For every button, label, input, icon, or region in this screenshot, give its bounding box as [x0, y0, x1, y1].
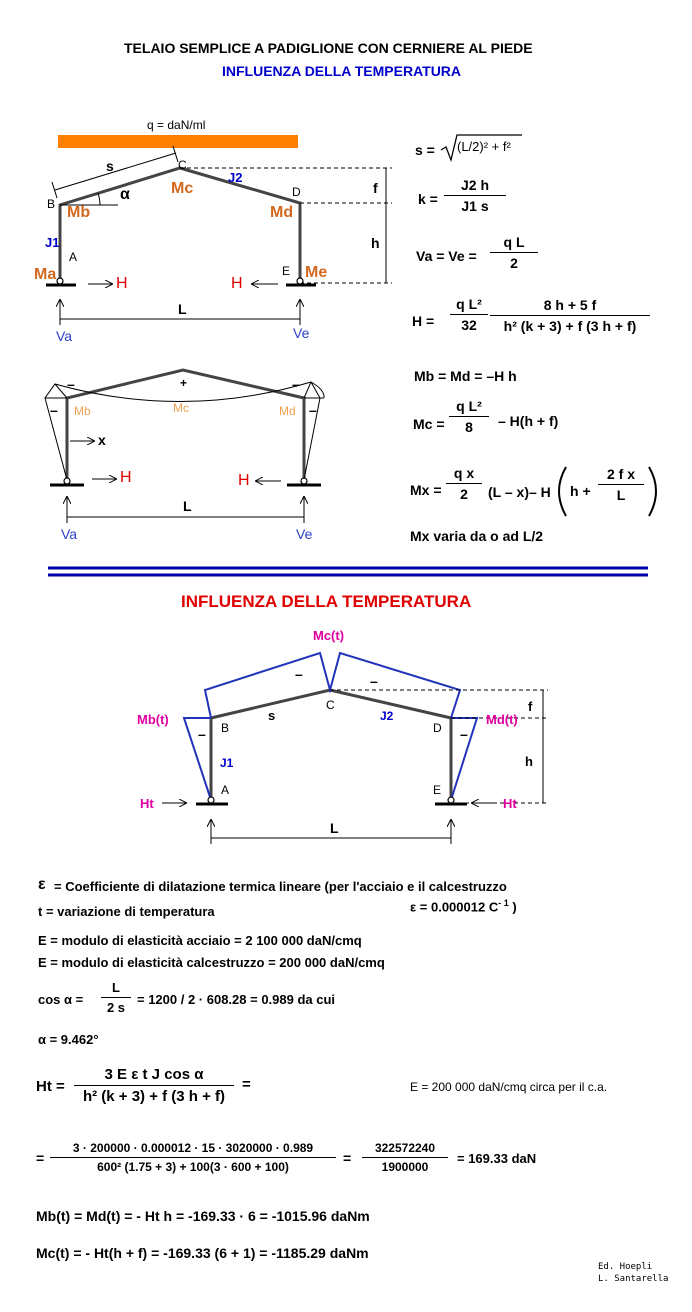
formula-s-radicand: (L/2)² + f²	[457, 139, 511, 154]
footer-author: L. Santarella	[598, 1274, 669, 1284]
sign-minus-top-2: –	[370, 673, 378, 689]
formula-h-fraction-1	[450, 296, 488, 333]
formula-mx-h: h +	[570, 483, 591, 499]
numeric-den2: 1900000	[381, 1160, 429, 1174]
temperature-diagram	[162, 653, 548, 844]
sign-plus: +	[180, 376, 188, 390]
label-j1-2: J1	[220, 756, 234, 770]
label-h-left-2: H	[120, 469, 132, 486]
label-me: Me	[305, 264, 328, 281]
formula-mx-den1: 2	[460, 486, 468, 502]
formula-mx-fraction-2	[598, 466, 644, 503]
label-s: s	[106, 158, 114, 174]
page-subtitle: INFLUENZA DELLA TEMPERATURA	[222, 63, 462, 79]
label-ve: Ve	[293, 325, 310, 341]
numeric-equals: =	[36, 1150, 45, 1166]
formula-mx-num1: q x	[446, 465, 482, 484]
label-h-right-2: H	[238, 472, 250, 489]
label-j2-2: J2	[380, 709, 394, 723]
label-mbt: Mb(t)	[137, 712, 169, 727]
formula-h-num2: 8 h + 5 f	[490, 297, 650, 316]
frame-diagram-1	[46, 135, 392, 325]
ht-lhs: Ht =	[36, 1078, 65, 1095]
numeric-den: 600² (1.75 + 3) + 100(3 · 600 + 100)	[97, 1160, 289, 1174]
formula-h-fraction-2	[490, 297, 650, 334]
load-label: q = daN/ml	[147, 118, 206, 132]
formula-mc-lhs: Mc =	[413, 416, 445, 432]
label-ve-2: Ve	[296, 526, 313, 542]
label-va-2: Va	[61, 526, 78, 542]
sign-minus-top-left: –	[67, 376, 75, 392]
formula-va-fraction	[490, 234, 538, 271]
mx-close-paren	[649, 467, 656, 516]
label-md: Md	[270, 204, 294, 221]
label-mct: Mc(t)	[313, 628, 345, 643]
formula-va-den: 2	[510, 255, 518, 271]
alpha-value: α = 9.462°	[38, 1032, 99, 1047]
mx-open-paren	[559, 467, 566, 516]
node-d-2: D	[433, 721, 442, 735]
page-title: TELAIO SEMPLICE A PADIGLIONE CON CERNIERE AL PIEDE	[124, 40, 533, 56]
ht-note: E = 200 000 daN/cmq circa per il c.a.	[410, 1080, 608, 1094]
formula-mx-den2: L	[616, 487, 626, 503]
formula-mc-num: q L²	[449, 398, 489, 417]
epsilon-value-exp: - 1	[498, 898, 509, 908]
ht-den: h² (k + 3) + f (3 h + f)	[82, 1088, 226, 1105]
e-steel: E = modulo di elasticità acciaio = 2 100 000 daN/cmq	[38, 933, 362, 948]
cos-lhs: cos α =	[38, 992, 84, 1007]
numeric-fraction-1	[50, 1141, 336, 1174]
numeric-result: = 169.33 daN	[457, 1151, 537, 1166]
cos-rest: = 1200 / 2 · 608.28 = 0.989 da cui	[137, 992, 336, 1007]
formula-k-lhs: k =	[418, 191, 438, 207]
formula-va-lhs: Va = Ve =	[416, 248, 477, 264]
formula-mc-fraction	[449, 398, 489, 435]
formula-k-num: J2 h	[444, 177, 506, 196]
epsilon-definition: = Coefficiente di dilatazione termica lineare (per l'acciaio e il calcestruzzo	[54, 879, 507, 894]
label-ht-right: Ht	[503, 796, 517, 811]
label-mc-2: Mc	[173, 401, 189, 415]
label-j2: J2	[228, 170, 243, 185]
node-a: A	[69, 250, 78, 264]
label-mc: Mc	[171, 180, 194, 197]
node-a-2: A	[221, 783, 230, 797]
label-x: x	[98, 432, 106, 448]
formula-mx-fraction-1	[446, 465, 482, 502]
sign-minus-right-2: –	[460, 726, 468, 742]
label-l-2: L	[183, 498, 192, 514]
epsilon-value-close: )	[512, 899, 517, 915]
formula-mx-mid: (L – x)– H	[488, 484, 551, 500]
formula-h-den1: 32	[461, 317, 477, 333]
label-j1: J1	[45, 235, 60, 250]
label-alpha: α	[120, 186, 130, 203]
formula-mx-num2: 2 f x	[598, 466, 644, 485]
mct-formula: Mc(t) = - Ht(h + f) = -169.33 (6 + 1) = -1185.29 daNm	[36, 1245, 369, 1261]
ht-num: 3 E ε t J cos α	[74, 1066, 234, 1086]
label-l-3: L	[330, 820, 339, 836]
numeric-num2: 322572240	[362, 1141, 448, 1158]
label-md-2: Md	[279, 404, 296, 418]
sign-minus-left: –	[50, 402, 58, 418]
ht-fraction	[74, 1066, 234, 1105]
t-definition: t = variazione di temperatura	[38, 904, 215, 919]
node-c-2: C	[326, 698, 335, 712]
label-mb-2: Mb	[74, 404, 91, 418]
cos-den: 2 s	[106, 1000, 126, 1015]
label-ht-left: Ht	[140, 796, 154, 811]
cos-fraction	[101, 980, 131, 1015]
sign-minus-top-1: –	[295, 666, 303, 682]
section-title: INFLUENZA DELLA TEMPERATURA	[181, 592, 472, 611]
label-h: h	[371, 235, 380, 251]
footer-publisher: Ed. Hoepli	[598, 1262, 653, 1272]
label-h-right: H	[231, 275, 243, 292]
formula-mc-den: 8	[465, 419, 473, 435]
epsilon-symbol: ε	[38, 876, 46, 893]
numeric-num: 3 · 200000 · 0.000012 · 15 · 3020000 · 0.989	[50, 1141, 336, 1158]
sign-minus-left-2: –	[198, 726, 206, 742]
label-mdt: Md(t)	[486, 712, 518, 727]
label-f: f	[373, 180, 378, 196]
formula-k-den: J1 s	[461, 198, 489, 214]
formula-s-lhs: s =	[415, 142, 435, 158]
sign-minus-top-right: –	[292, 376, 300, 392]
formula-h-num1: q L²	[450, 296, 488, 315]
label-s-2: s	[268, 708, 276, 723]
numeric-equals-2: =	[343, 1150, 352, 1166]
label-f-2: f	[528, 699, 533, 714]
distributed-load-bar	[58, 135, 298, 148]
label-va: Va	[56, 328, 73, 344]
formula-mb: Mb = Md = –H h	[414, 368, 517, 384]
ht-equals: =	[242, 1076, 251, 1093]
node-e-2: E	[433, 783, 442, 797]
node-e: E	[282, 264, 291, 278]
label-l: L	[178, 301, 187, 317]
formula-h-lhs: H =	[412, 313, 435, 329]
formula-h-den2: h² (k + 3) + f (3 h + f)	[503, 318, 637, 334]
sign-minus-right: –	[309, 402, 317, 418]
cos-num: L	[101, 980, 131, 998]
formula-mc-rest: – H(h + f)	[498, 413, 559, 429]
e-concrete: E = modulo di elasticità calcestruzzo = 200 000 daN/cmq	[38, 955, 385, 970]
numeric-fraction-2	[362, 1141, 448, 1174]
node-c: C	[178, 158, 187, 172]
node-d: D	[292, 185, 301, 199]
label-mb: Mb	[67, 204, 91, 221]
mbt-formula: Mb(t) = Md(t) = - Ht h = -169.33 · 6 = -1015.96 daNm	[36, 1208, 370, 1224]
formula-va-num: q L	[490, 234, 538, 253]
label-h-left: H	[116, 275, 128, 292]
epsilon-value-main: ε = 0.000012 C	[410, 899, 499, 915]
epsilon-value	[410, 898, 517, 914]
node-b-2: B	[221, 721, 230, 735]
formula-mx-lhs: Mx =	[410, 482, 442, 498]
formula-mx-note: Mx varia da o ad L/2	[410, 528, 544, 544]
label-ma: Ma	[34, 266, 57, 283]
label-h-2: h	[525, 754, 533, 769]
node-b: B	[47, 197, 56, 211]
formula-k-fraction	[444, 177, 506, 214]
